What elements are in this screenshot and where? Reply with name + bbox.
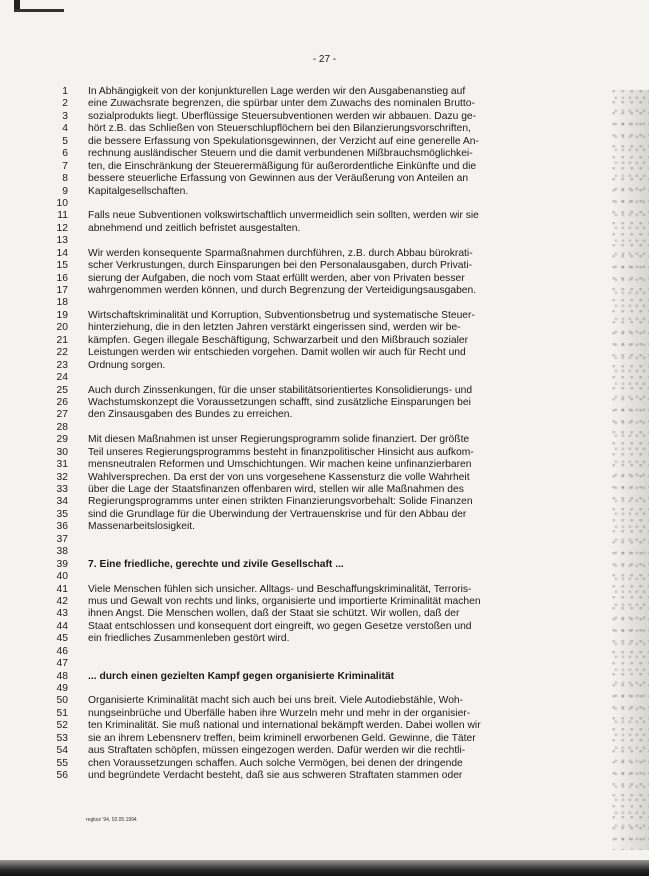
line-number: 13 xyxy=(56,235,68,247)
text-line xyxy=(44,372,624,384)
text-line xyxy=(44,633,624,645)
line-number: 16 xyxy=(56,272,68,284)
line-number: 48 xyxy=(56,670,68,682)
line-number: 52 xyxy=(56,720,68,732)
line-number: 50 xyxy=(56,695,68,707)
text-line xyxy=(44,210,624,222)
text-line xyxy=(44,584,624,596)
text-line xyxy=(44,459,624,471)
line-number: 12 xyxy=(56,222,68,234)
line-text: Ordnung sorgen. xyxy=(88,359,166,371)
line-text: eine Zuwachsrate begrenzen, die spürbar unter dem Zuwachs des nominalen Brutto- xyxy=(88,98,475,110)
line-text: Mit diesen Maßnahmen ist unser Regierungsprogramm solide finanziert. Der größte xyxy=(88,434,470,446)
text-line xyxy=(44,733,624,745)
text-line xyxy=(44,596,624,608)
line-text: aus Straftaten schöpfen, müssen eingezogen werden. Dafür werden wir die rechtli- xyxy=(88,745,466,757)
line-number: 29 xyxy=(56,434,68,446)
line-number: 14 xyxy=(56,247,68,259)
text-line xyxy=(44,285,624,297)
line-number: 10 xyxy=(56,197,68,209)
line-text: Falls neue Subventionen volkswirtschaftlich unvermeidlich sein sollten, werden wir sie xyxy=(88,210,479,222)
line-number: 55 xyxy=(56,757,68,769)
line-number: 20 xyxy=(56,322,68,334)
line-text: Wir werden konsequente Sparmaßnahmen durchführen, z.B. durch Abbau bürokrati- xyxy=(88,247,473,259)
text-line xyxy=(44,223,624,235)
line-text: sind die Grundlage für die Überwindung der Vertrauenskrise und für den Abbau der xyxy=(88,508,467,520)
text-line xyxy=(44,260,624,272)
line-number: 32 xyxy=(56,471,68,483)
line-number: 15 xyxy=(56,260,68,272)
line-text: rechnung ausländischer Steuern und die damit verbundenen Mißbrauchsmöglichkei- xyxy=(88,148,473,160)
text-line xyxy=(44,98,624,110)
line-text: über die Lage der Staatsfinanzen offenbaren wird, stellen wir alle Maßnahmen des xyxy=(88,484,464,495)
line-text: sozialprodukts liegt. Überflüssige Steuersubventionen werden wir abbauen. Dazu ge- xyxy=(88,110,477,122)
line-number: 33 xyxy=(56,484,68,495)
line-text: Wirtschaftskriminalität und Korruption, Subventionsbetrug und systematische Steuer- xyxy=(88,309,475,321)
text-line xyxy=(44,235,624,247)
line-text: hört z.B. das Schließen von Steuerschlupflöchern bei den Bilanzierungsvorschriften, xyxy=(88,123,471,135)
text-line xyxy=(44,322,624,334)
line-number: 18 xyxy=(56,297,68,309)
line-text: Viele Menschen fühlen sich unsicher. Alltags- und Beschaffungskriminalität, Terroris- xyxy=(88,583,472,595)
line-number: 56 xyxy=(56,770,68,782)
line-text: die bessere Erfassung von Spekulationsgewinnen, der Verzicht auf eine generelle An- xyxy=(88,135,479,147)
scan-bottom-band xyxy=(0,860,649,876)
text-line xyxy=(44,708,624,720)
line-number: 22 xyxy=(56,347,68,359)
line-number: 25 xyxy=(56,384,68,396)
line-text: Massenarbeitslosigkeit. xyxy=(88,521,196,533)
line-number: 40 xyxy=(56,571,68,583)
line-number: 30 xyxy=(56,446,68,458)
text-line xyxy=(44,695,624,707)
footer-note: regkoz '94, 02.05.1994 xyxy=(86,817,137,823)
text-line xyxy=(44,111,624,123)
line-number: 21 xyxy=(56,334,68,346)
text-line xyxy=(44,683,624,695)
line-number: 42 xyxy=(56,595,68,607)
line-number: 24 xyxy=(56,372,68,384)
section-heading: ... durch einen gezielten Kampf gegen organisierte Kriminalität xyxy=(88,670,395,682)
line-text: Auch durch Zinssenkungen, für die unser stabilitätsorientiertes Konsolidierungs- und xyxy=(88,384,473,396)
text-line xyxy=(44,123,624,135)
text-line xyxy=(44,720,624,732)
text-line xyxy=(44,770,624,782)
line-number: 49 xyxy=(56,683,68,694)
line-number: 34 xyxy=(56,496,68,508)
line-number: 41 xyxy=(56,583,68,595)
line-text: Leistungen werden wir entschieden vorgehen. Damit wollen wir auch für Recht und xyxy=(88,347,466,359)
text-line xyxy=(44,360,624,372)
text-body xyxy=(44,86,624,783)
line-number: 39 xyxy=(56,558,68,570)
line-number: 9 xyxy=(62,185,68,197)
text-line xyxy=(44,385,624,397)
line-number: 37 xyxy=(56,533,68,545)
line-number: 46 xyxy=(56,645,68,657)
line-text: den Zinsausgaben des Bundes zu erreichen. xyxy=(88,409,293,421)
line-text: Regierungsprogramms unter einen strikten Finanzierungsvorbehalt: Solide Finanzen xyxy=(88,496,473,508)
line-number: 47 xyxy=(56,658,68,670)
text-line xyxy=(44,409,624,421)
line-number: 7 xyxy=(62,160,68,172)
text-line xyxy=(44,472,624,484)
text-line xyxy=(44,310,624,322)
line-number: 31 xyxy=(56,459,68,471)
line-number: 26 xyxy=(56,396,68,408)
line-number: 28 xyxy=(56,421,68,433)
line-number: 5 xyxy=(62,135,68,147)
line-text: hinterziehung, die in den letzten Jahren verstärkt eingerissen sind, werden wir be- xyxy=(88,322,461,334)
line-text: wahrgenommen werden können, und durch Begrenzung der Verteidigungsausgaben. xyxy=(88,285,477,296)
text-line xyxy=(44,335,624,347)
line-text: Teil unseres Regierungsprogramms besteht in finanzpolitischer Hinsicht aus aufkom- xyxy=(88,446,474,458)
text-line xyxy=(44,248,624,260)
line-number: 27 xyxy=(56,409,68,421)
line-text: Wachstumskonzept die Voraussetzungen schafft, sind zusätzliche Einsparungen bei xyxy=(88,396,471,408)
line-number: 35 xyxy=(56,508,68,520)
text-line xyxy=(44,273,624,285)
line-number: 43 xyxy=(56,608,68,620)
line-number: 51 xyxy=(56,707,68,719)
line-text: nungseinbrüche und Überfälle haben ihre Wurzeln mehr und mehr in der organisier- xyxy=(88,707,471,719)
line-text: In Abhängigkeit von der konjunkturellen Lage werden wir den Ausgabenanstieg auf xyxy=(88,86,466,97)
line-number: 36 xyxy=(56,521,68,533)
scan-artifact-bar xyxy=(14,9,64,12)
text-line xyxy=(44,608,624,620)
text-line xyxy=(44,397,624,409)
line-text: bessere steuerliche Erfassung von Gewinnen aus der Veräußerung von Anteilen an xyxy=(88,173,469,185)
line-text: scher Verkrustungen, durch Einsparungen bei den Personalausgaben, durch Privati- xyxy=(88,260,473,272)
text-line xyxy=(44,198,624,210)
scan-artifact-corner xyxy=(0,0,70,12)
text-line xyxy=(44,534,624,546)
line-number: 2 xyxy=(62,98,68,110)
line-text: chen Voraussetzungen schaffen. Auch solche Vermögen, bei denen der dringende xyxy=(88,757,463,769)
line-text: und begründete Verdacht besteht, daß sie aus schweren Straftaten stammen oder xyxy=(88,770,463,782)
line-number: 38 xyxy=(56,546,68,558)
text-line xyxy=(44,148,624,160)
text-line xyxy=(44,484,624,496)
line-text: kämpfen. Gegen illegale Beschäftigung, Schwarzarbeit und den Mißbrauch sozialer xyxy=(88,334,469,346)
line-text: Staat entschlossen und konsequent dort eingreift, wo gegen Gesetze verstoßen und xyxy=(88,620,472,632)
line-text: sierung der Aufgaben, die noch vom Staat erfüllt werden, aber von Privaten besser xyxy=(88,272,465,284)
line-number: 11 xyxy=(57,210,68,222)
text-line xyxy=(44,422,624,434)
text-line xyxy=(44,496,624,508)
section-heading-line xyxy=(44,559,624,571)
section-heading-line xyxy=(44,671,624,683)
line-text: ihnen Angst. Die Menschen wollen, daß der Staat sie schützt. Wir wollen, daß der xyxy=(88,608,460,620)
line-text: mensneutralen Reformen und Umschichtungen. Wir machen keine unfinanzierbaren xyxy=(88,459,472,471)
text-line xyxy=(44,86,624,98)
line-text: ten, die Einschränkung der Steuerermäßigung für außerordentliche Einkünfte und die xyxy=(88,160,477,172)
text-line xyxy=(44,546,624,558)
text-line xyxy=(44,297,624,309)
text-line xyxy=(44,758,624,770)
text-line xyxy=(44,658,624,670)
line-number: 3 xyxy=(62,110,68,122)
text-line xyxy=(44,136,624,148)
text-line xyxy=(44,161,624,173)
line-text: Organisierte Kriminalität macht sich auch bei uns breit. Viele Autodiebstähle, Woh- xyxy=(88,695,464,707)
text-line xyxy=(44,521,624,533)
line-text: ten Kriminalität. Sie muß national und international bekämpft werden. Dabei wollen wir xyxy=(88,720,481,732)
line-text: sie an ihrem Lebensnerv treffen, beim kriminell erworbenen Geld. Gewinne, die Täter xyxy=(88,732,476,744)
text-line xyxy=(44,621,624,633)
line-number: 23 xyxy=(56,359,68,371)
text-line xyxy=(44,347,624,359)
text-line xyxy=(44,447,624,459)
line-text: Kapitalgesellschaften. xyxy=(88,185,189,197)
line-text: ein friedliches Zusammenleben gestört wird. xyxy=(88,633,290,645)
text-line xyxy=(44,173,624,185)
line-number: 1 xyxy=(62,86,68,97)
line-text: abnehmend und zeitlich befristet ausgestalten. xyxy=(88,222,301,234)
text-line xyxy=(44,434,624,446)
line-number: 44 xyxy=(56,620,68,632)
text-line xyxy=(44,745,624,757)
line-number: 6 xyxy=(62,148,68,160)
line-number: 53 xyxy=(56,732,68,744)
line-number: 19 xyxy=(56,309,68,321)
line-number: 8 xyxy=(62,173,68,185)
line-text: mus und Gewalt von rechts und links, organisierte und importierte Kriminalität machen xyxy=(88,595,481,607)
text-line xyxy=(44,646,624,658)
line-number: 17 xyxy=(56,285,68,296)
text-line xyxy=(44,571,624,583)
line-text: Wahlversprechen. Da erst der von uns vorgesehene Kassensturz die volle Wahrheit xyxy=(88,471,470,483)
page-number: - 27 - xyxy=(312,54,337,65)
text-line xyxy=(44,186,624,198)
line-number: 54 xyxy=(56,745,68,757)
line-number: 45 xyxy=(56,633,68,645)
line-number: 4 xyxy=(62,123,68,135)
section-heading: 7. Eine friedliche, gerechte und zivile Gesellschaft ... xyxy=(88,558,344,570)
text-line xyxy=(44,509,624,521)
